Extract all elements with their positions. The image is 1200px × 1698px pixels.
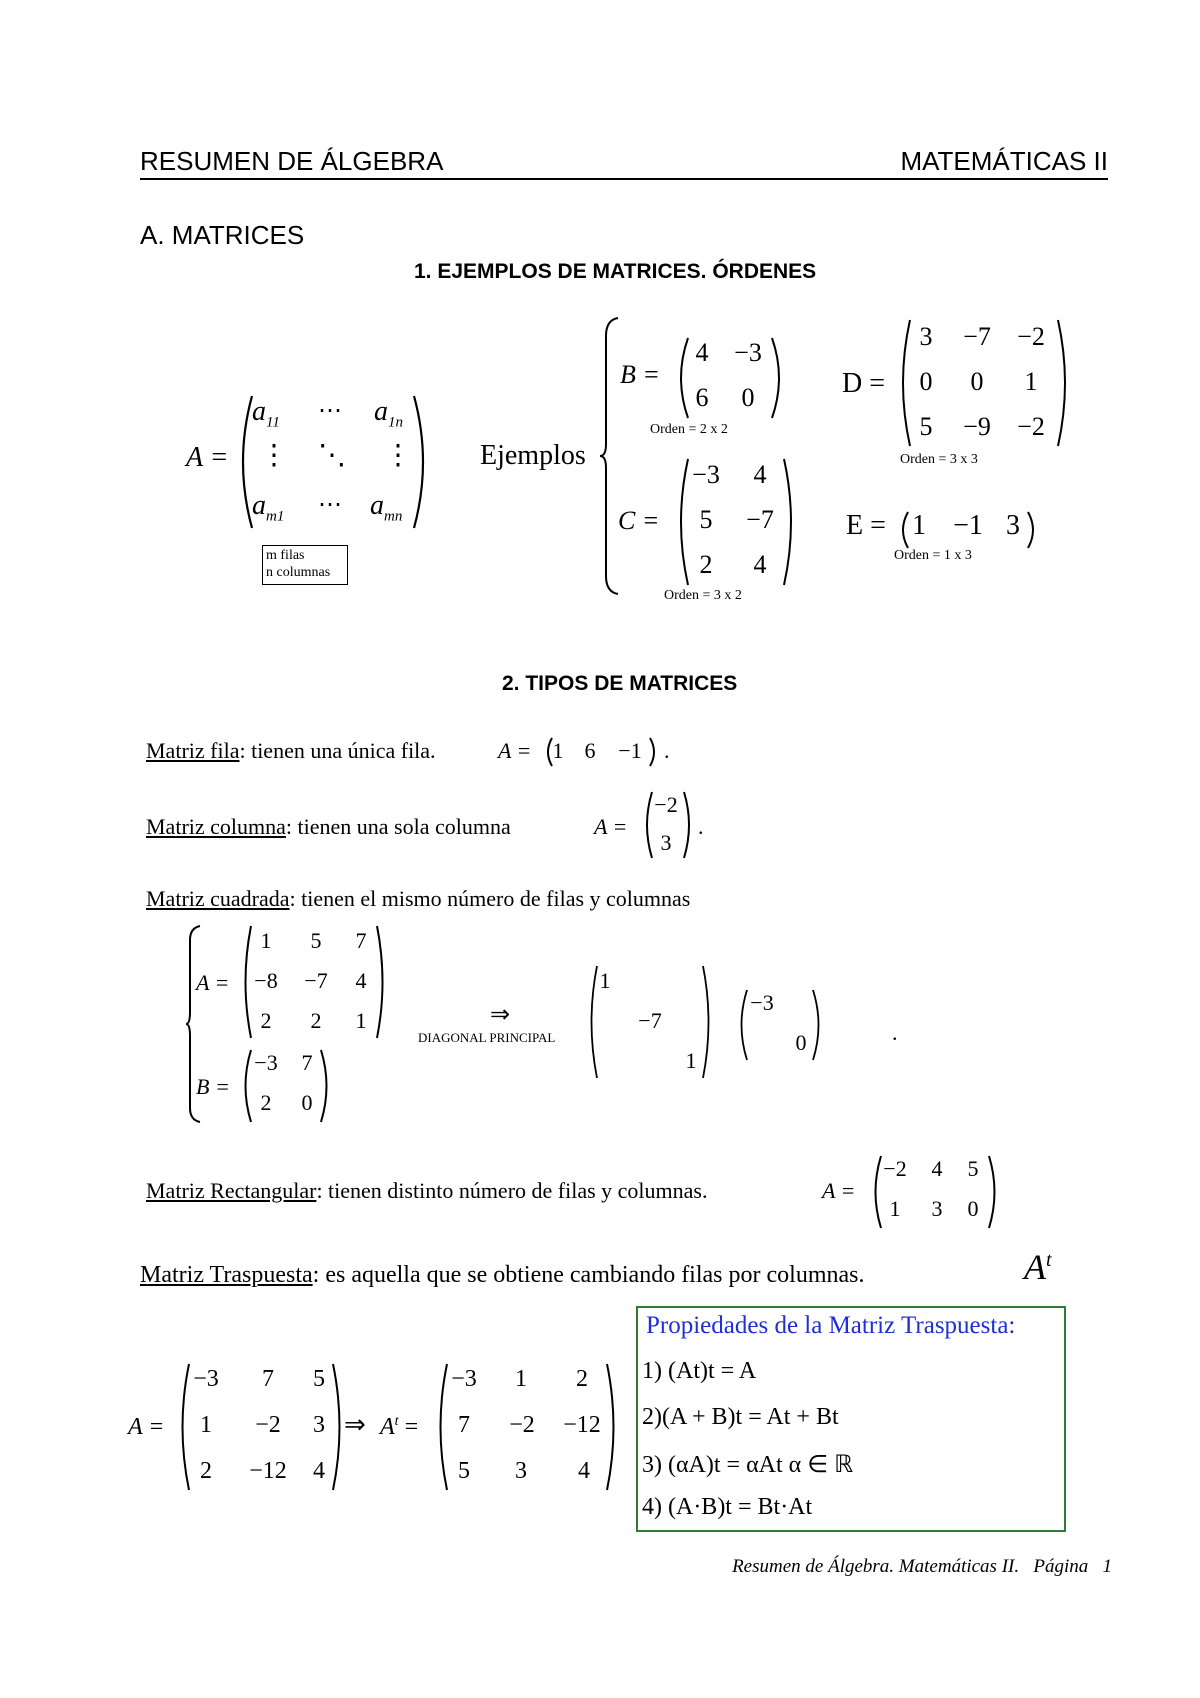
matrix-d-cell: 1 <box>1024 367 1038 396</box>
matriz-fila-cell: 1 <box>552 738 564 763</box>
matrix-c-cell: −7 <box>746 505 774 534</box>
propiedad-3: 3) (αA)t = αAt α ∈ ℝ <box>642 1452 854 1478</box>
diag1-cell: 1 <box>685 1048 697 1073</box>
traspuesta-at-cell: 1 <box>515 1366 527 1392</box>
matrix-d-cell: −2 <box>1017 322 1045 351</box>
matrix-d-right-paren <box>1054 318 1074 448</box>
cuadrada-a-cell: 2 <box>310 1008 322 1033</box>
traspuesta-at-cell: −2 <box>509 1412 535 1438</box>
cuadrada-b-cell: 0 <box>301 1090 313 1115</box>
traspuesta-a-cell: −2 <box>255 1412 281 1438</box>
matriz-fila-cell: 6 <box>584 738 596 763</box>
matriz-fila-lhs: A = <box>498 738 532 763</box>
general-entry-a1n: $a_{1n}$ <box>374 396 403 431</box>
matrix-b-cell: −3 <box>734 338 762 367</box>
matrix-b-lhs: B = <box>620 360 660 389</box>
cuadrada-b-cell: 7 <box>301 1050 313 1075</box>
propiedad-2: 2)(A + B)t = At + Bt <box>642 1404 839 1430</box>
diag2-right-paren <box>810 988 826 1062</box>
cuadrada-a-cell: 2 <box>260 1008 272 1033</box>
cuadrada-a-cell: 1 <box>355 1008 367 1033</box>
diag1-cell: 1 <box>599 968 611 993</box>
rectangular-cell: 1 <box>889 1196 901 1221</box>
rectangular-cell: −2 <box>883 1156 907 1181</box>
rectangular-right-paren <box>986 1154 1002 1230</box>
rectangular-cell: 5 <box>967 1156 979 1181</box>
rectangular-cell: 4 <box>931 1156 943 1181</box>
traspuesta-at-cell: 4 <box>578 1458 590 1484</box>
matrix-c-cell: 4 <box>753 460 767 489</box>
cuadrada-a-cell: 1 <box>260 928 272 953</box>
header-rule <box>140 178 1108 180</box>
cuadrada-a-cell: −7 <box>304 968 328 993</box>
matrix-c-cell: 5 <box>699 505 713 534</box>
propiedad-1: 1) (At)t = A <box>642 1358 757 1384</box>
traspuesta-arrow: ⇒ <box>344 1410 366 1439</box>
traspuesta-a-cell: 4 <box>313 1458 325 1484</box>
dimensions-note-box <box>262 545 348 585</box>
general-ddots: ⋱ <box>318 440 346 471</box>
matrix-d-cell: −2 <box>1017 412 1045 441</box>
matriz-fila-term: Matriz fila <box>146 738 240 763</box>
matriz-columna-right-paren <box>682 790 696 860</box>
cuadrada-a-cell: 5 <box>310 928 322 953</box>
traspuesta-a-cell: 1 <box>200 1412 212 1438</box>
ejemplos-label: Ejemplos <box>480 440 586 471</box>
traspuesta-symbol: $A^t$ <box>1024 1247 1052 1287</box>
matrix-b-order: Orden = 2 x 2 <box>650 422 728 437</box>
header-right-title: MATEMÁTICAS II <box>900 146 1108 176</box>
general-entry-amn: $a_{mn}$ <box>370 490 403 525</box>
matrix-d-cell: 3 <box>919 322 933 351</box>
section-heading: A. MATRICES <box>140 220 305 250</box>
propiedades-box <box>636 1306 1066 1532</box>
traspuesta-at-lhs: $A^t$ = <box>380 1414 419 1440</box>
traspuesta-at-cell: 2 <box>576 1366 588 1392</box>
diagonal-principal-label: DIAGONAL PRINCIPAL <box>418 1030 556 1045</box>
cuadrada-b-cell: −3 <box>254 1050 278 1075</box>
general-entry-a11: $a_{11}$ <box>252 396 280 431</box>
diag2-cell: 0 <box>795 1030 807 1055</box>
matriz-columna-text: Matriz columna: tienen una sola columna <box>146 814 511 839</box>
cuadrada-b-cell: 2 <box>260 1090 272 1115</box>
cuadrada-b-lhs: B = <box>196 1074 230 1099</box>
subsection-heading-ejemplos: 1. EJEMPLOS DE MATRICES. ÓRDENES <box>414 260 817 283</box>
page-footer: Resumen de Álgebra. Matemáticas II. Página 1 <box>732 1556 1112 1577</box>
traspuesta-a-cell: −12 <box>249 1458 287 1484</box>
matrix-d-cell: 0 <box>970 367 984 396</box>
traspuesta-a-cell: 5 <box>313 1366 325 1392</box>
matriz-cuadrada-term: Matriz cuadrada <box>146 886 290 911</box>
general-hdots-bottom: ⋯ <box>318 492 342 518</box>
matrix-c-cell: 2 <box>699 550 713 579</box>
matrix-b-cell: 4 <box>695 338 709 367</box>
rectangular-cell: 0 <box>967 1196 979 1221</box>
matriz-columna-term: Matriz columna <box>146 814 286 839</box>
cuadrada-a-lhs: A = <box>196 970 230 995</box>
general-matrix-lhs: A = <box>186 442 229 473</box>
cuadrada-a-cell: 4 <box>355 968 367 993</box>
traspuesta-a-cell: −3 <box>193 1366 219 1392</box>
matriz-fila-text: Matriz fila: tienen una única fila. <box>146 738 436 763</box>
general-hdots-top: ⋯ <box>318 398 342 424</box>
matrix-d-lhs: D = <box>842 368 886 399</box>
general-vdots-left: ⋮ <box>260 440 288 471</box>
matrix-e-order: Orden = 1 x 3 <box>894 548 972 563</box>
traspuesta-at-cell: 5 <box>458 1458 470 1484</box>
matrix-e-cell: −1 <box>953 510 983 541</box>
cuadrada-end-dot: . <box>892 1020 898 1045</box>
matriz-columna-end: . <box>698 814 704 839</box>
subsection-heading-tipos: 2. TIPOS DE MATRICES <box>502 672 738 695</box>
cuadrada-a-cell: −8 <box>254 968 278 993</box>
matrix-b-right-paren <box>768 336 788 420</box>
cuadrada-a-cell: 7 <box>355 928 367 953</box>
header-left-title: RESUMEN DE ÁLGEBRA <box>140 146 444 176</box>
matrix-e-cell: 3 <box>1006 510 1020 541</box>
diagonal-arrow: ⇒ <box>490 1002 511 1028</box>
rectangular-lhs: A = <box>822 1178 856 1203</box>
matriz-traspuesta-term: Matriz Traspuesta <box>140 1262 313 1288</box>
matrix-c-order: Orden = 3 x 2 <box>664 588 742 603</box>
matriz-columna-lhs: A = <box>594 814 628 839</box>
matrix-d-cell: −9 <box>963 412 991 441</box>
matrix-d-cell: −7 <box>963 322 991 351</box>
matriz-traspuesta-text: Matriz Traspuesta: es aquella que se obtiene cambiando filas por columnas. <box>140 1262 865 1288</box>
propiedad-4: 4) (A·B)t = Bt·At <box>642 1494 813 1520</box>
matrix-e-lhs: E = <box>846 510 886 541</box>
matriz-rectangular-term: Matriz Rectangular <box>146 1178 317 1203</box>
matrix-d-cell: 5 <box>919 412 933 441</box>
dimensions-note-rows: m filas <box>266 548 305 563</box>
traspuesta-a-cell: 7 <box>262 1366 274 1392</box>
matrix-d-cell: 0 <box>919 367 933 396</box>
matriz-columna-cell: 3 <box>660 830 672 855</box>
rectangular-cell: 3 <box>931 1196 943 1221</box>
matriz-fila-right-paren <box>648 736 660 768</box>
traspuesta-at-cell: −12 <box>563 1412 601 1438</box>
matrix-c-right-paren <box>780 457 800 587</box>
diag1-cell: −7 <box>638 1008 662 1033</box>
traspuesta-a-cell: 2 <box>200 1458 212 1484</box>
matrix-d-order: Orden = 3 x 3 <box>900 452 978 467</box>
matrix-c-cell: 4 <box>753 550 767 579</box>
dimensions-note-cols: n columnas <box>266 565 331 580</box>
traspuesta-a-lhs: A = <box>128 1414 165 1440</box>
matrix-b-cell: 0 <box>741 383 755 412</box>
cuadrada-b-right-paren <box>318 1048 334 1124</box>
matriz-cuadrada-text: Matriz cuadrada: tienen el mismo número de filas y columnas <box>146 886 691 911</box>
traspuesta-at-cell: 7 <box>458 1412 470 1438</box>
ejemplos-left-brace <box>598 316 622 596</box>
matriz-fila-cell: −1 <box>618 738 642 763</box>
traspuesta-at-cell: −3 <box>451 1366 477 1392</box>
propiedades-title: Propiedades de la Matriz Traspuesta: <box>646 1312 1016 1339</box>
matriz-rectangular-text: Matriz Rectangular: tienen distinto número de filas y columnas. <box>146 1178 708 1203</box>
matriz-columna-cell: −2 <box>654 792 678 817</box>
matrix-c-lhs: C = <box>618 506 660 535</box>
diag2-cell: −3 <box>750 990 774 1015</box>
traspuesta-a-cell: 3 <box>313 1412 325 1438</box>
cuadrada-a-right-paren <box>374 924 390 1040</box>
matrix-e-cell: 1 <box>912 510 926 541</box>
general-vdots-right: ⋮ <box>384 440 412 471</box>
matrix-b-cell: 6 <box>695 383 709 412</box>
matrix-c-cell: −3 <box>692 460 720 489</box>
traspuesta-at-cell: 3 <box>515 1458 527 1484</box>
general-entry-am1: $a_{m1}$ <box>252 490 285 525</box>
matriz-fila-end: . <box>664 738 670 763</box>
diag1-right-paren <box>700 964 716 1080</box>
